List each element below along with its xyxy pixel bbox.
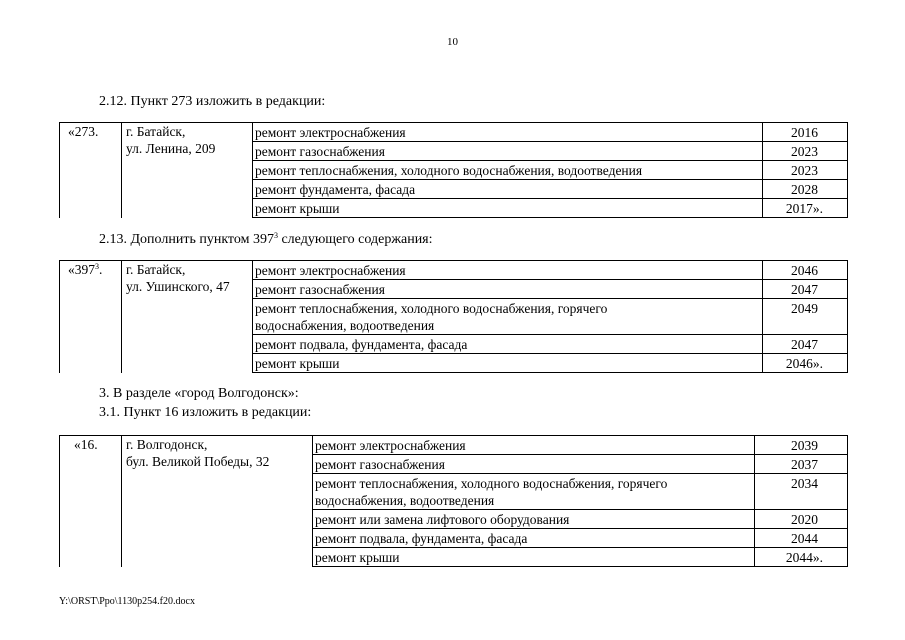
- work-cell: ремонт или замена лифтового оборудования: [313, 510, 755, 529]
- item-number-dot: .: [99, 262, 103, 277]
- paragraph-3-1: 3.1. Пункт 16 изложить в редакции:: [99, 405, 312, 420]
- item-number: «16.: [60, 436, 122, 567]
- work-cell: ремонт крыши: [313, 548, 755, 567]
- work-cell: ремонт подвала, фундамента, фасада: [313, 529, 755, 548]
- work-text-line2: водоснабжения, водоотведения: [315, 493, 495, 508]
- work-text-line2: водоснабжения, водоотведения: [255, 318, 435, 333]
- work-cell: ремонт газоснабжения: [253, 280, 763, 299]
- table-row: [60, 436, 848, 455]
- year-cell: 2047: [763, 335, 848, 354]
- address-city: г. Батайск,: [126, 262, 186, 277]
- table-item-273: [59, 122, 848, 218]
- superscript: 3: [95, 262, 99, 271]
- year-cell: 2044».: [755, 548, 848, 567]
- address-cell: [122, 436, 313, 567]
- address-street: бул. Великой Победы, 32: [126, 454, 270, 469]
- page-number: 10: [447, 36, 458, 48]
- item-number: «273.: [60, 123, 122, 218]
- work-cell: ремонт электроснабжения: [253, 261, 763, 280]
- paragraph-2-12: 2.12. Пункт 273 изложить в редакции:: [99, 94, 326, 109]
- work-cell: ремонт крыши: [253, 354, 763, 373]
- paragraph-2-13-text-end: следующего содержания:: [277, 232, 433, 247]
- address-city: г. Волгодонск,: [126, 437, 208, 452]
- work-cell: ремонт фундамента, фасада: [253, 180, 763, 199]
- year-cell: 2039: [755, 436, 848, 455]
- year-cell: 2037: [755, 455, 848, 474]
- year-cell: 2046: [763, 261, 848, 280]
- paragraph-2-13-text: 2.13. Дополнить пунктом 397: [99, 232, 274, 247]
- work-cell: ремонт газоснабжения: [313, 455, 755, 474]
- work-cell: ремонт крыши: [253, 199, 763, 218]
- work-cell: [253, 299, 763, 335]
- work-cell: ремонт подвала, фундамента, фасада: [253, 335, 763, 354]
- year-cell: 2023: [763, 161, 848, 180]
- address-cell: [122, 261, 253, 373]
- year-cell: 2034: [755, 474, 848, 510]
- year-cell: 2047: [763, 280, 848, 299]
- work-cell: ремонт электроснабжения: [313, 436, 755, 455]
- work-cell: ремонт газоснабжения: [253, 142, 763, 161]
- item-number-text: «397: [68, 262, 95, 277]
- year-cell: 2049: [763, 299, 848, 335]
- year-cell: 2020: [755, 510, 848, 529]
- item-number: [60, 261, 122, 373]
- year-cell: 2046».: [763, 354, 848, 373]
- table-item-16: [59, 435, 848, 567]
- paragraph-2-13: [99, 232, 433, 248]
- year-cell: 2016: [763, 123, 848, 142]
- year-cell: 2044: [755, 529, 848, 548]
- work-cell: [313, 474, 755, 510]
- superscript: 3: [273, 231, 278, 240]
- work-text-line1: ремонт теплоснабжения, холодного водоснабжения, горячего: [315, 476, 668, 491]
- table-row: [60, 123, 848, 142]
- year-cell: 2028: [763, 180, 848, 199]
- work-text-line1: ремонт теплоснабжения, холодного водоснабжения, горячего: [255, 301, 608, 316]
- paragraph-3: 3. В разделе «город Волгодонск»:: [99, 386, 299, 401]
- year-cell: 2017».: [763, 199, 848, 218]
- work-cell: ремонт теплоснабжения, холодного водоснабжения, водоотведения: [253, 161, 763, 180]
- address-cell: [122, 123, 253, 218]
- table-item-397-3: [59, 260, 848, 373]
- work-cell: ремонт электроснабжения: [253, 123, 763, 142]
- year-cell: 2023: [763, 142, 848, 161]
- address-city: г. Батайск,: [126, 124, 186, 139]
- table-row: [60, 261, 848, 280]
- address-street: ул. Ушинского, 47: [126, 279, 230, 294]
- address-street: ул. Ленина, 209: [126, 141, 216, 156]
- footer-file-path: Y:\ORST\Ppo\1130p254.f20.docx: [59, 596, 195, 607]
